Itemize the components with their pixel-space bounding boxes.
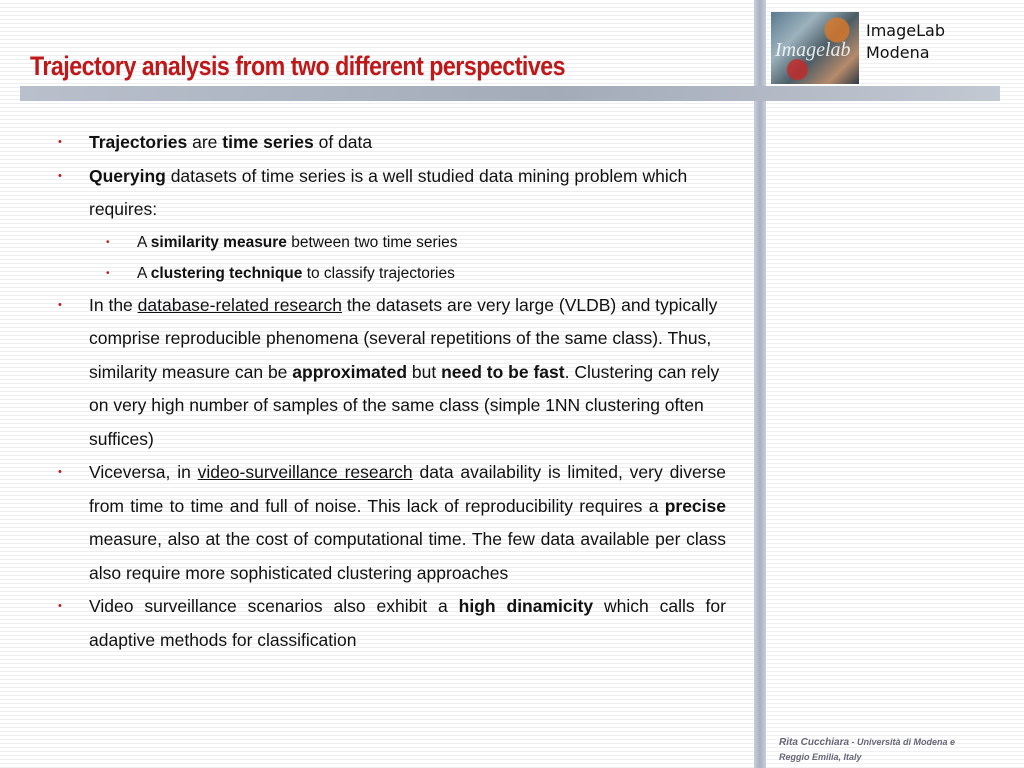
text: A — [137, 233, 151, 251]
bullet-icon: • — [106, 267, 110, 279]
footer-author: Rita Cucchiara — [779, 737, 850, 748]
bullet-dinamicity — [58, 590, 726, 657]
text: A — [137, 264, 151, 282]
footer-affiliation: - Università di Modena e Reggio Emilia, Italy — [779, 737, 956, 762]
bullet-icon: • — [106, 236, 110, 248]
bold-term: precise — [664, 495, 726, 516]
lab-name — [866, 20, 945, 64]
bullet-video-surveillance — [58, 456, 726, 590]
slide-title: Trajectory analysis from two different perspectives — [30, 51, 566, 81]
right-panel — [754, 0, 1024, 768]
bold-term: time series — [222, 132, 314, 152]
title-underline-bar — [20, 86, 1000, 101]
text: Video surveillance scenarios also exhibit a — [89, 596, 459, 616]
text: the datasets are very large (VLDB) and typically comprise reproducible phenomena (several repetitions of the same class). Thus, similarity measure can be — [89, 294, 718, 382]
text: Viceversa, in — [89, 462, 198, 482]
imagelab-logo — [771, 12, 859, 84]
text: which calls for adaptive methods for classification — [89, 596, 726, 650]
text: . Clustering can rely on very high number of samples of the same class (simple 1NN clustering often suffices) — [89, 361, 720, 449]
slide-content — [58, 126, 726, 657]
bullet-icon: • — [58, 136, 62, 148]
bold-term: approximated — [292, 361, 408, 382]
underlined-term: video-surveillance research — [197, 462, 413, 482]
bold-term: need to be fast — [441, 361, 565, 382]
footer-credit — [779, 735, 979, 765]
bold-term: similarity measure — [150, 233, 287, 251]
bullet-icon: • — [58, 169, 62, 182]
bold-term: Querying — [89, 165, 166, 186]
subbullet-clustering — [58, 258, 726, 289]
text: but — [407, 361, 442, 382]
text: In the — [89, 294, 138, 315]
bullet-icon: • — [58, 466, 62, 478]
text: data availability is limited, very diverse from time to time and full of noise. This lack of reproducibility requires a — [89, 462, 726, 516]
text: measure, also at the cost of computational time. The few data available per class also require more sophisticated clustering approaches — [89, 529, 726, 583]
bullet-icon: • — [58, 298, 62, 311]
text: of data — [313, 132, 373, 152]
bullet-database-research — [58, 289, 726, 457]
lab-name-line2: Modena — [866, 43, 930, 62]
bold-term: Trajectories — [89, 132, 188, 152]
bullet-querying — [58, 160, 726, 227]
text: to classify trajectories — [302, 264, 455, 282]
text: between two time series — [286, 233, 458, 251]
bold-term: high dinamicity — [458, 596, 594, 616]
text: are — [187, 132, 223, 152]
bold-term: clustering technique — [150, 264, 303, 282]
bullet-trajectories — [58, 126, 726, 160]
bullet-icon: • — [58, 600, 62, 612]
vertical-divider-bar — [754, 0, 766, 768]
text: datasets of time series is a well studied data mining problem which requires: — [89, 165, 688, 219]
subbullet-similarity — [58, 227, 726, 258]
underlined-term: database-related research — [137, 294, 342, 315]
logo-text: Imagelab — [775, 39, 851, 61]
lab-name-line1: ImageLab — [866, 21, 945, 40]
